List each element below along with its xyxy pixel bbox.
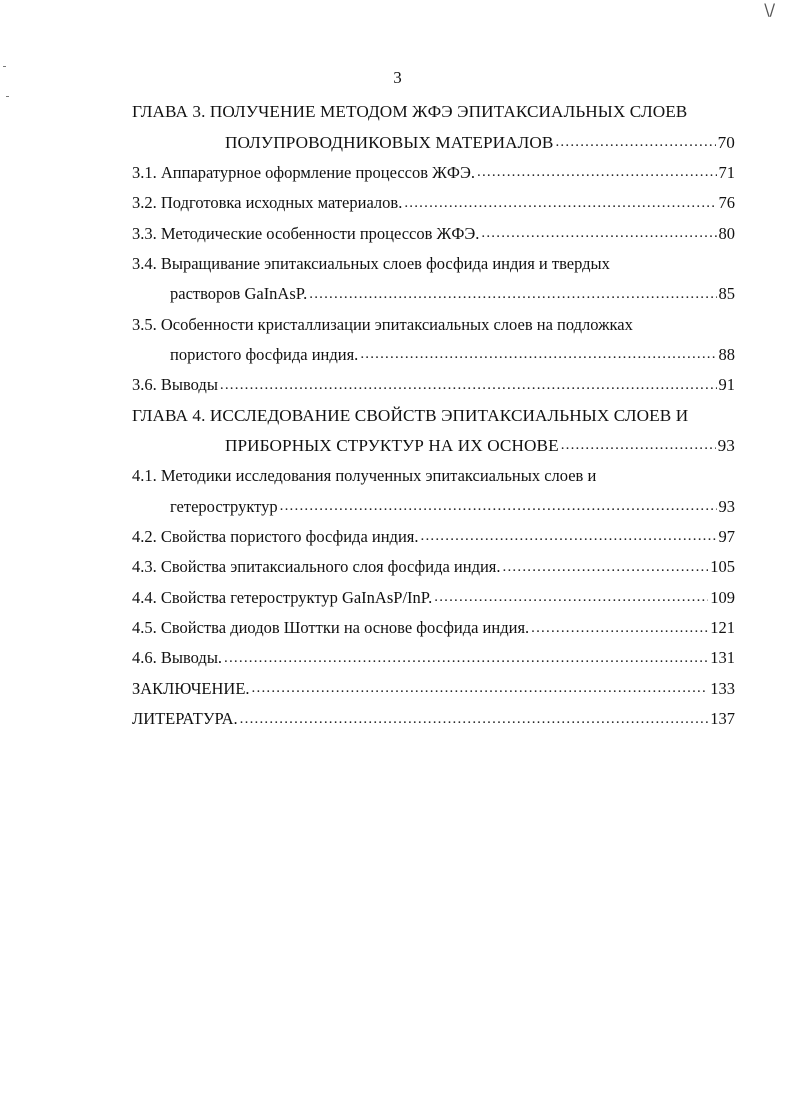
dot-leader <box>531 620 708 637</box>
toc-entry-text: гетероструктур <box>170 496 278 516</box>
dot-leader <box>224 650 708 667</box>
dot-leader <box>481 225 716 242</box>
dot-leader <box>421 528 717 545</box>
dot-leader <box>360 346 716 363</box>
toc-page-number: 105 <box>710 557 735 577</box>
toc-entry-text: ЗАКЛЮЧЕНИЕ. <box>132 678 250 698</box>
toc-entry-3-1 <box>132 158 735 188</box>
toc-entry-text: растворов GaInAsP. <box>170 284 308 304</box>
toc-entry-conclusion <box>132 674 735 704</box>
toc-page-number: 137 <box>710 709 735 729</box>
toc-entry-text: 3.3. Методические особенности процессов ЖФЭ. <box>132 223 480 243</box>
toc-page-number: 131 <box>710 648 735 668</box>
scan-artifact-mark: \/ <box>764 0 775 19</box>
toc-chapter-4-heading <box>132 400 735 430</box>
toc-entry-3-4 <box>132 249 735 279</box>
scan-artifact-dash <box>3 66 6 67</box>
toc-entry-literature <box>132 704 735 734</box>
toc-entry-text: 4.5. Свойства диодов Шоттки на основе фосфида индия. <box>132 618 530 638</box>
toc-entry-3-4-cont <box>132 279 735 309</box>
toc-entry-3-2 <box>132 188 735 218</box>
toc-entry-4-5 <box>132 613 735 643</box>
toc-entry-text: ГЛАВА 4. ИССЛЕДОВАНИЕ СВОЙСТВ ЭПИТАКСИАЛЬНЫХ СЛОЕВ И <box>132 405 689 425</box>
toc-page-number: 85 <box>718 284 735 304</box>
toc-entry-text: 4.2. Свойства пористого фосфида индия. <box>132 526 419 546</box>
dot-leader <box>280 498 717 515</box>
toc-entry-text: 4.4. Свойства гетероструктур GaInAsP/InP. <box>132 587 433 607</box>
toc-entry-text: 3.1. Аппаратурное оформление процессов ЖФЭ. <box>132 162 475 182</box>
table-of-contents <box>132 97 735 734</box>
dot-leader <box>220 377 717 394</box>
dot-leader <box>477 164 717 181</box>
toc-entry-text: ЛИТЕРАТУРА. <box>132 709 238 729</box>
toc-page-number: 71 <box>718 162 735 182</box>
toc-entry-4-6 <box>132 643 735 673</box>
toc-page-number: 93 <box>718 496 735 516</box>
toc-entry-3-3 <box>132 218 735 248</box>
toc-chapter-3-heading <box>132 97 735 127</box>
toc-entry-text: 4.1. Методики исследования полученных эпитаксиальных слоев и <box>132 466 597 486</box>
toc-chapter-4-heading-cont <box>132 431 735 461</box>
toc-entry-text: 3.5. Особенности кристаллизации эпитаксиальных слоев на подложках <box>132 314 633 334</box>
toc-entry-4-2 <box>132 522 735 552</box>
toc-entry-text: 3.6. Выводы <box>132 375 218 395</box>
toc-entry-4-3 <box>132 552 735 582</box>
toc-entry-text: ПОЛУПРОВОДНИКОВЫХ МАТЕРИАЛОВ <box>225 132 554 152</box>
toc-entry-text: 3.2. Подготовка исходных материалов. <box>132 193 403 213</box>
dot-leader <box>503 559 709 576</box>
toc-page-number: 121 <box>710 618 735 638</box>
toc-entry-4-4 <box>132 583 735 613</box>
toc-entry-4-1-cont <box>132 491 735 521</box>
toc-entry-text: 3.4. Выращивание эпитаксиальных слоев фосфида индия и твердых <box>132 253 610 273</box>
toc-entry-3-6 <box>132 370 735 400</box>
toc-entry-text: ГЛАВА 3. ПОЛУЧЕНИЕ МЕТОДОМ ЖФЭ ЭПИТАКСИАЛЬНЫХ СЛОЕВ <box>132 102 688 122</box>
toc-page-number: 70 <box>717 132 735 152</box>
dot-leader <box>555 134 715 151</box>
dot-leader <box>309 286 716 303</box>
dot-leader <box>434 589 708 606</box>
toc-page-number: 93 <box>717 435 735 455</box>
toc-entry-3-5-cont <box>132 340 735 370</box>
toc-page-number: 97 <box>718 526 735 546</box>
toc-entry-4-1 <box>132 461 735 491</box>
dot-leader <box>252 680 709 697</box>
dot-leader <box>240 711 709 728</box>
toc-page-number: 91 <box>718 375 735 395</box>
toc-page-number: 133 <box>710 678 735 698</box>
scan-artifact-dash <box>6 96 9 97</box>
toc-chapter-3-heading-cont <box>132 127 735 157</box>
dot-leader <box>561 437 716 454</box>
page-number: 3 <box>393 68 402 87</box>
toc-page-number: 109 <box>710 587 735 607</box>
toc-page-number: 76 <box>718 193 735 213</box>
dot-leader <box>404 195 716 212</box>
toc-entry-text: ПРИБОРНЫХ СТРУКТУР НА ИХ ОСНОВЕ <box>225 435 559 455</box>
toc-page-number: 88 <box>718 344 735 364</box>
toc-entry-text: 4.6. Выводы. <box>132 648 223 668</box>
toc-entry-3-5 <box>132 309 735 339</box>
toc-entry-text: 4.3. Свойства эпитаксиального слоя фосфида индия. <box>132 557 501 577</box>
toc-entry-text: пористого фосфида индия. <box>170 344 359 364</box>
toc-page-number: 80 <box>718 223 735 243</box>
